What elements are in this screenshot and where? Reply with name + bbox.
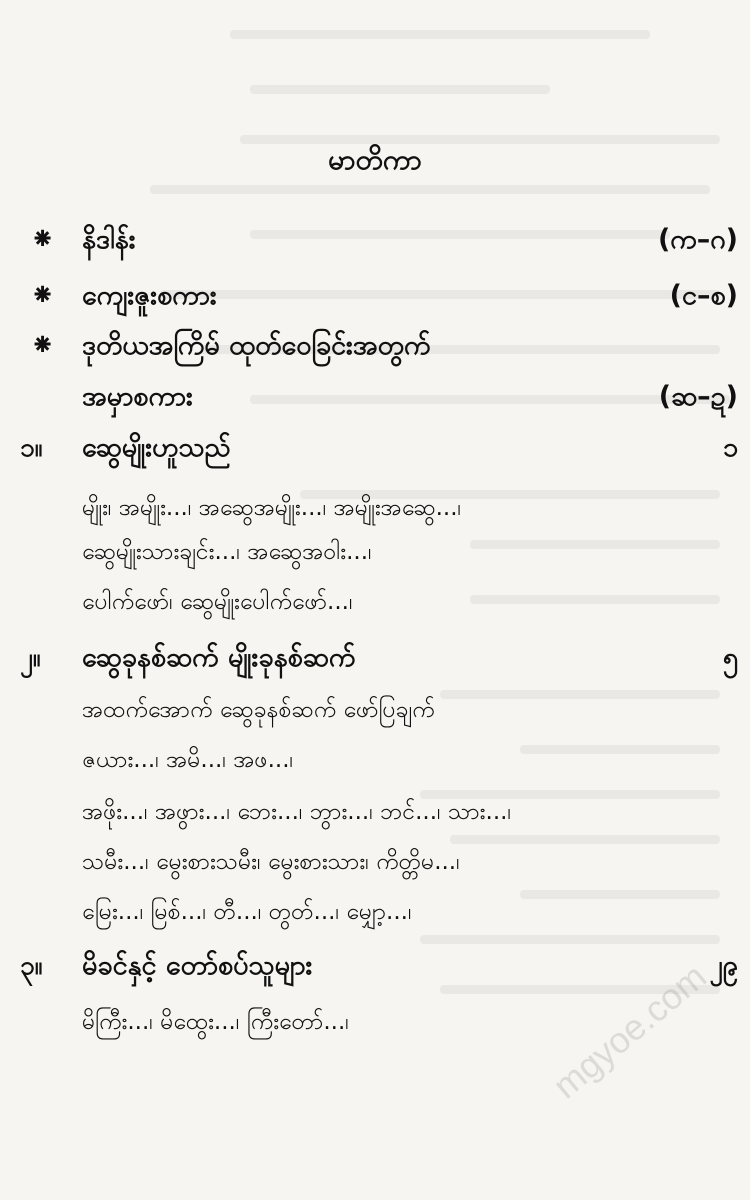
entry-title: နိဒါန်း <box>82 224 136 255</box>
chapter-title: ဆွေခုနစ်ဆက် မျိုးခုနစ်ဆက် <box>82 642 356 673</box>
chapter-2-subline-5: မြေး...၊ မြစ်...၊ တီ...၊ တွတ်...၊ မျှော့...၊ <box>82 899 412 925</box>
chapter-title: မိခင်နှင့် တော်စပ်သူများ <box>82 950 313 981</box>
toc-entry-front-2 <box>0 272 750 320</box>
toc-entry-front-3-continued <box>0 373 750 421</box>
entry-page-range: (က–ဂ) <box>657 224 738 255</box>
watermark: mgyoe.com <box>545 955 714 1107</box>
chapter-3-subline-1: မိကြီး...၊ မိထွေး...၊ ကြီးတော်...၊ <box>82 1009 349 1035</box>
chapter-2-subline-3: အဖိုး...၊ အဖွား...၊ ဘေး...၊ ဘွား...၊ ဘင်...၊ သား...၊ <box>82 799 512 825</box>
chapter-1-subline-1: မျိုး၊ အမျိုး...၊ အဆွေအမျိုး...၊ အမျိုးအဆွေ...၊ <box>82 495 462 521</box>
chapter-title: ဆွေမျိုးဟူသည် <box>82 432 231 463</box>
chapter-1-subline-3: ပေါက်ဖော်၊ ဆွေမျိုးပေါက်ဖော်...၊ <box>82 589 353 615</box>
chapter-number: ၁။ <box>20 433 43 463</box>
asterisk-bullet-icon: ⁕ <box>30 222 56 257</box>
toc-entry-front-1 <box>0 216 750 264</box>
entry-page-range: (ဆ–ဍ) <box>658 381 738 412</box>
entry-page-range: (င–စ) <box>669 280 738 311</box>
chapter-number: ၃။ <box>20 951 43 981</box>
toc-chapter-2 <box>0 634 750 682</box>
entry-title-continued: အမှာစကား <box>82 381 193 412</box>
chapter-page: ၅ <box>722 642 738 673</box>
entry-title: ကျေးဇူးစကား <box>82 280 217 311</box>
chapter-2-subline-2: ဇယား...၊ အမိ...၊ အဖ...၊ <box>82 747 294 773</box>
chapter-page: ၁ <box>722 432 738 463</box>
toc-chapter-3 <box>0 942 750 990</box>
toc-entry-front-3 <box>0 322 750 370</box>
chapter-page: ၂၉ <box>709 950 738 981</box>
chapter-1-subline-2: ဆွေမျိုးသားချင်း...၊ အဆွေအဝါး...၊ <box>82 539 372 565</box>
asterisk-bullet-icon: ⁕ <box>30 328 56 363</box>
chapter-2-subline-4: သမီး...၊ မွေးစားသမီး၊ မွေးစားသား၊ ကိတ္တိမ...၊ <box>82 849 460 875</box>
entry-title: ဒုတိယအကြိမ် ထုတ်ဝေခြင်းအတွက် <box>82 330 431 361</box>
chapter-number: ၂။ <box>20 643 41 673</box>
page-title: မာတိကာ <box>328 143 422 176</box>
asterisk-bullet-icon: ⁕ <box>30 278 56 313</box>
toc-chapter-1 <box>0 424 750 472</box>
chapter-2-subline-1: အထက်အောက် ဆွေခုနစ်ဆက် ဖော်ပြချက် <box>82 697 435 723</box>
